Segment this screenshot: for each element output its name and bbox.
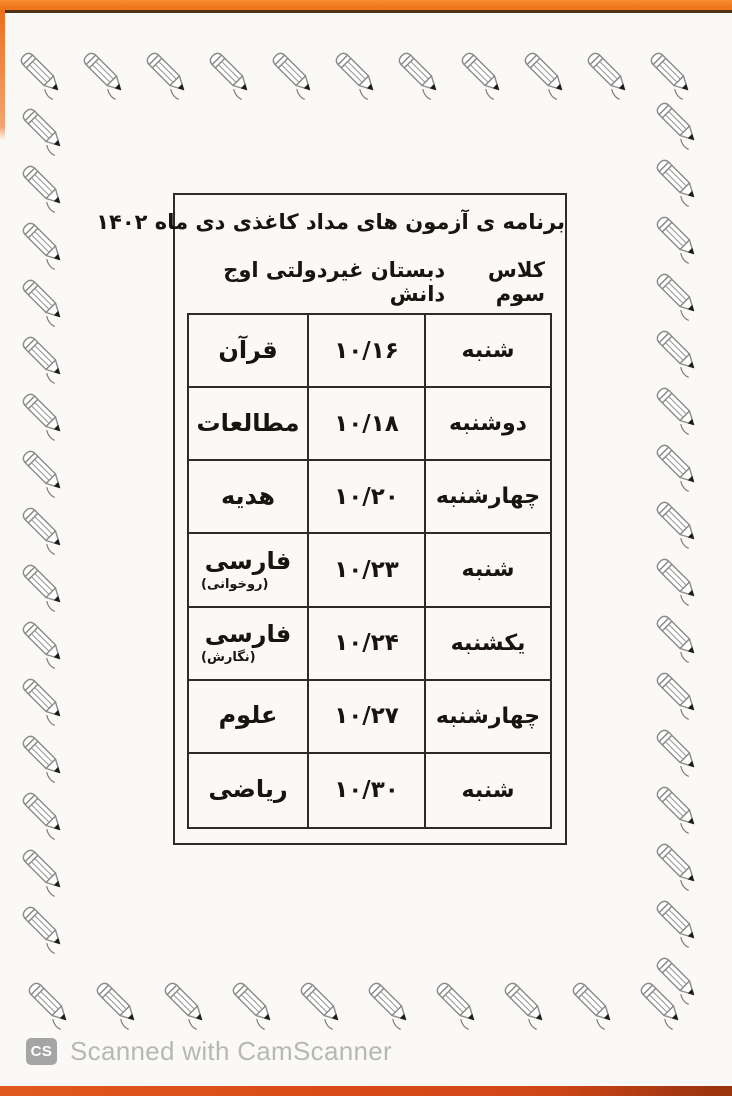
pencil-icon <box>650 552 704 606</box>
subject-cell <box>189 461 309 532</box>
pencil-icon <box>455 46 509 100</box>
page-title: برنامه ی آزمون های مداد کاغذی دی ماه ۱۴۰۲ <box>96 210 565 234</box>
subject-cell <box>189 754 309 827</box>
date-cell: ۱۰/۱۶ <box>309 315 426 386</box>
subject-cell <box>189 388 309 459</box>
pencil-icon <box>650 381 704 435</box>
date-cell: ۱۰/۲۴ <box>309 608 426 679</box>
pencil-icon <box>16 843 70 897</box>
date-cell: ۱۰/۳۰ <box>309 754 426 827</box>
subject-cell <box>189 608 309 679</box>
subject-label: فارسی <box>204 546 292 575</box>
pencil-icon <box>650 324 704 378</box>
pencil-icon <box>650 780 704 834</box>
day-cell: شنبه <box>461 777 515 803</box>
pencil-icon <box>650 267 704 321</box>
table-row <box>189 534 550 607</box>
pencil-icon <box>16 102 70 156</box>
table-row <box>189 315 550 388</box>
pencil-icon <box>16 615 70 669</box>
pencil-icon <box>392 46 446 100</box>
schedule-table <box>187 313 552 829</box>
subject-cell <box>189 681 309 752</box>
table-row <box>189 608 550 681</box>
pencil-icon <box>644 46 698 100</box>
date-cell: ۱۰/۲۷ <box>309 681 426 752</box>
pencil-icon <box>16 672 70 726</box>
pencil-icon <box>158 976 212 1030</box>
table-row <box>189 754 550 827</box>
table-row <box>189 681 550 754</box>
date-cell: ۱۰/۲۳ <box>309 534 426 605</box>
pencil-icon <box>650 894 704 948</box>
pencil-icon <box>16 387 70 441</box>
scan-edge-top <box>0 0 732 13</box>
pencil-icon <box>16 900 70 954</box>
subject-cell <box>189 315 309 386</box>
day-cell: چهارشنبه <box>435 703 541 729</box>
pencil-icon <box>294 976 348 1030</box>
subject-note: (نگارش) <box>201 650 256 666</box>
subheader <box>175 258 565 306</box>
day-cell: دوشنبه <box>449 411 527 437</box>
pencil-icon <box>650 666 704 720</box>
pencil-icon <box>650 951 704 1005</box>
subject-label: علوم <box>218 701 278 730</box>
exam-schedule-sheet <box>96 193 567 845</box>
subject-cell <box>189 534 309 605</box>
pencil-icon <box>16 273 70 327</box>
pencil-icon <box>650 210 704 264</box>
scan-edge-left <box>0 10 5 140</box>
pencil-icon <box>16 786 70 840</box>
date-cell: ۱۰/۱۸ <box>309 388 426 459</box>
class-label: کلاس سوم <box>487 258 545 306</box>
pencil-icon <box>650 495 704 549</box>
pencil-icon <box>226 976 280 1030</box>
pencil-icon <box>16 558 70 612</box>
pencil-icon <box>16 501 70 555</box>
pencil-icon <box>22 976 76 1030</box>
pencil-icon <box>650 96 704 150</box>
pencil-icon <box>566 976 620 1030</box>
pencil-icon <box>581 46 635 100</box>
subject-label: ریاضی <box>208 775 288 804</box>
subject-label: هدیه <box>220 481 276 510</box>
pencil-icon <box>16 330 70 384</box>
pencil-icon <box>90 976 144 1030</box>
day-cell: شنبه <box>461 557 515 583</box>
pencil-icon <box>650 438 704 492</box>
pencil-icon <box>650 723 704 777</box>
pencil-icon <box>266 46 320 100</box>
subject-note: (روخوانی) <box>201 576 269 592</box>
pencil-icon <box>77 46 131 100</box>
scan-edge-bottom <box>0 1086 732 1096</box>
table-row <box>189 388 550 461</box>
pencil-icon <box>14 46 68 100</box>
pencil-icon <box>16 159 70 213</box>
pencil-icon <box>430 976 484 1030</box>
day-cell: چهارشنبه <box>435 484 541 510</box>
school-label: دبستان غیردولتی اوج دانش <box>223 258 446 306</box>
subject-label: قرآن <box>218 335 278 364</box>
day-cell: شنبه <box>461 338 515 364</box>
pencil-icon <box>650 837 704 891</box>
pencil-icon <box>518 46 572 100</box>
subject-label: مطالعات <box>196 408 300 437</box>
pencil-icon <box>203 46 257 100</box>
table-row <box>189 461 550 534</box>
pencil-icon <box>16 729 70 783</box>
camscanner-logo-icon: CS <box>26 1038 57 1065</box>
date-cell: ۱۰/۲۰ <box>309 461 426 532</box>
pencil-icon <box>16 216 70 270</box>
watermark-text: Scanned with CamScanner <box>70 1036 392 1066</box>
pencil-icon <box>140 46 194 100</box>
pencil-icon <box>362 976 416 1030</box>
camscanner-watermark <box>26 1036 392 1067</box>
pencil-icon <box>498 976 552 1030</box>
day-cell: یکشنبه <box>450 630 526 656</box>
pencil-icon <box>329 46 383 100</box>
pencil-icon <box>650 153 704 207</box>
pencil-icon <box>650 609 704 663</box>
subject-label: فارسی <box>204 620 292 649</box>
pencil-icon <box>16 444 70 498</box>
